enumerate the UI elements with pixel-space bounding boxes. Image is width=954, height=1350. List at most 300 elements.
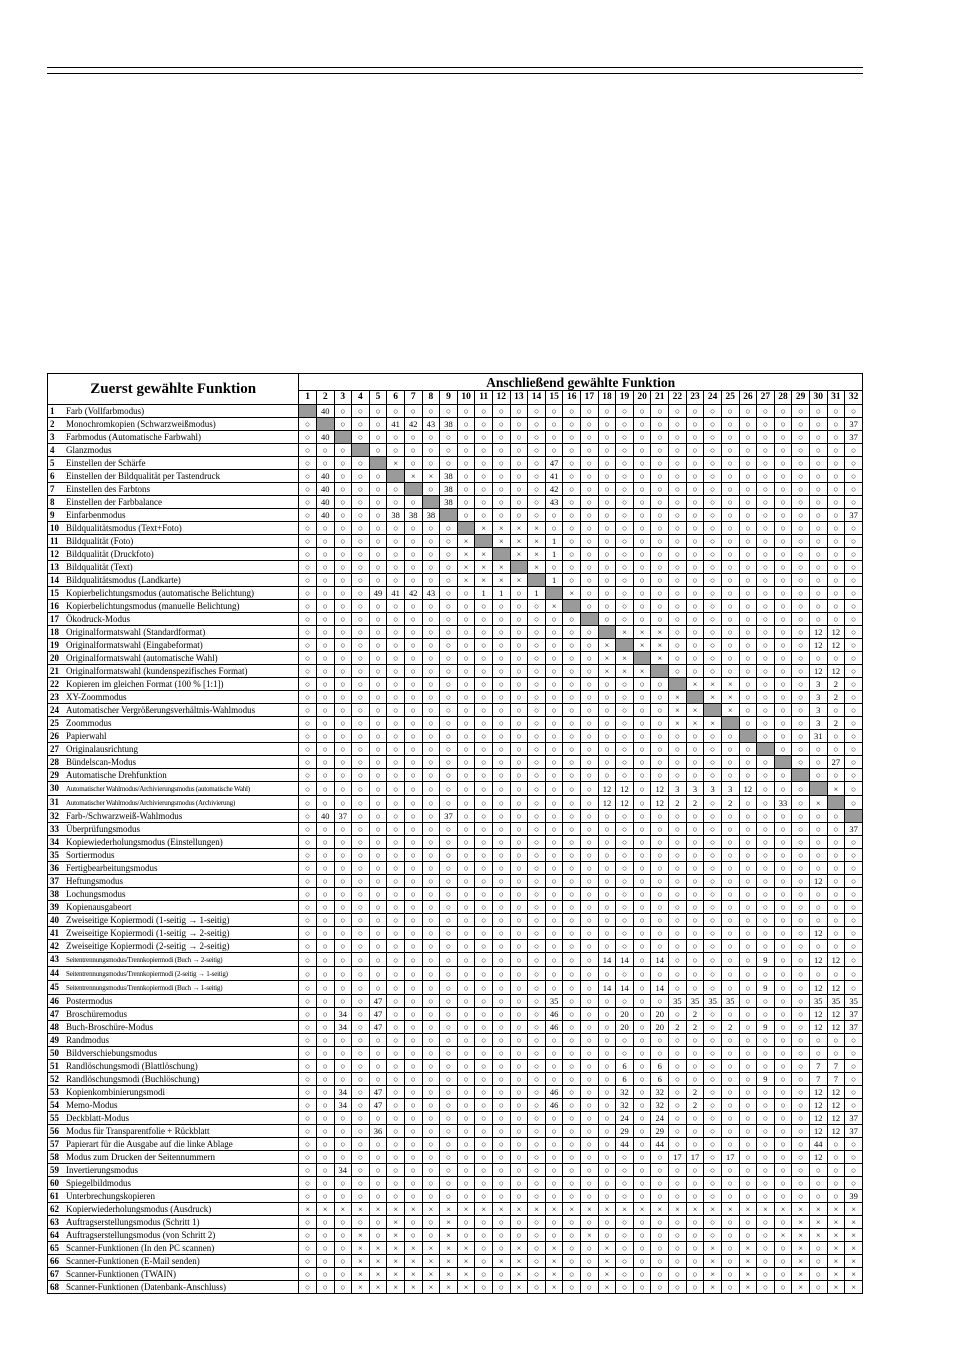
cell-compatible: ○ — [510, 1125, 528, 1138]
cell-compatible: ○ — [686, 1125, 704, 1138]
cell-compatible: ○ — [633, 561, 651, 574]
cell-compatible: ○ — [510, 457, 528, 470]
function-name: Invertierungsmodus — [66, 1165, 138, 1175]
table-row — [48, 995, 863, 1008]
cell-compatible: ○ — [334, 981, 352, 995]
cell-compatible: ○ — [686, 1268, 704, 1281]
cell-compatible: ○ — [633, 535, 651, 548]
cell-compatible: ○ — [774, 1268, 792, 1281]
row-label — [48, 967, 299, 981]
cell-compatible: ○ — [669, 1060, 687, 1073]
cell-compatible: ○ — [352, 823, 370, 836]
cell-incompatible: × — [404, 1255, 422, 1268]
cell-incompatible: × — [352, 1268, 370, 1281]
cell-compatible: ○ — [598, 875, 616, 888]
cell-compatible: ○ — [774, 1060, 792, 1073]
cell-compatible: ○ — [334, 652, 352, 665]
cell-compatible: ○ — [422, 522, 440, 535]
function-name: Bildqualitätsmodus (Landkarte) — [66, 575, 181, 585]
cell-compatible: ○ — [475, 1073, 493, 1086]
cell-compatible: ○ — [633, 1112, 651, 1125]
cell-compatible: ○ — [616, 1047, 634, 1060]
cell-incompatible: × — [845, 1229, 863, 1242]
cell-note-ref: 40 — [316, 483, 334, 496]
table-row — [48, 1099, 863, 1112]
row-number: 62 — [50, 1204, 59, 1214]
column-number: 6 — [387, 391, 405, 405]
cell-compatible: ○ — [651, 849, 669, 862]
cell-compatible: ○ — [581, 981, 599, 995]
cell-compatible: ○ — [616, 940, 634, 953]
cell-incompatible: × — [510, 1203, 528, 1216]
cell-compatible: ○ — [457, 836, 475, 849]
cell-incompatible: × — [598, 639, 616, 652]
cell-compatible: ○ — [369, 431, 387, 444]
cell-same-function — [739, 730, 757, 743]
cell-compatible: ○ — [510, 1021, 528, 1034]
cell-compatible: ○ — [651, 1190, 669, 1203]
column-number: 7 — [404, 391, 422, 405]
column-number: 24 — [704, 391, 722, 405]
cell-compatible: ○ — [387, 888, 405, 901]
cell-compatible: ○ — [633, 1151, 651, 1164]
cell-note-ref: 6 — [651, 1060, 669, 1073]
cell-compatible: ○ — [721, 1125, 739, 1138]
cell-compatible: ○ — [581, 548, 599, 561]
cell-compatible: ○ — [316, 769, 334, 782]
cell-compatible: ○ — [352, 691, 370, 704]
row-label — [48, 1060, 299, 1073]
cell-compatible: ○ — [598, 600, 616, 613]
cell-compatible: ○ — [352, 626, 370, 639]
cell-note-ref: 2 — [669, 796, 687, 810]
table-row — [48, 981, 863, 995]
function-name: Fertigbearbeitungsmodus — [66, 863, 158, 873]
cell-compatible: ○ — [633, 574, 651, 587]
cell-compatible: ○ — [669, 1177, 687, 1190]
cell-compatible: ○ — [774, 1021, 792, 1034]
cell-incompatible: × — [651, 652, 669, 665]
cell-compatible: ○ — [616, 509, 634, 522]
function-name: Einstellen der Farbbalance — [66, 497, 162, 507]
cell-compatible: ○ — [686, 914, 704, 927]
cell-compatible: ○ — [774, 496, 792, 509]
cell-compatible: ○ — [581, 849, 599, 862]
cell-same-function — [792, 769, 810, 782]
cell-compatible: ○ — [545, 522, 563, 535]
row-label — [48, 678, 299, 691]
cell-compatible: ○ — [299, 836, 317, 849]
cell-compatible: ○ — [739, 914, 757, 927]
cell-compatible: ○ — [792, 509, 810, 522]
cell-compatible: ○ — [475, 953, 493, 967]
cell-compatible: ○ — [581, 665, 599, 678]
column-number: 22 — [669, 391, 687, 405]
cell-same-function — [528, 574, 546, 587]
cell-incompatible: × — [686, 678, 704, 691]
cell-compatible: ○ — [387, 574, 405, 587]
cell-compatible: ○ — [581, 483, 599, 496]
cell-compatible: ○ — [845, 875, 863, 888]
cell-same-function — [404, 483, 422, 496]
cell-compatible: ○ — [457, 995, 475, 1008]
cell-compatible: ○ — [809, 888, 827, 901]
cell-compatible: ○ — [757, 888, 775, 901]
cell-compatible: ○ — [774, 470, 792, 483]
cell-compatible: ○ — [528, 849, 546, 862]
cell-compatible: ○ — [369, 796, 387, 810]
cell-compatible: ○ — [334, 1177, 352, 1190]
cell-compatible: ○ — [457, 927, 475, 940]
row-number: 47 — [50, 1009, 59, 1019]
cell-compatible: ○ — [387, 756, 405, 769]
cell-same-function — [845, 810, 863, 823]
cell-compatible: ○ — [845, 652, 863, 665]
cell-compatible: ○ — [352, 888, 370, 901]
cell-note-ref: 12 — [827, 626, 845, 639]
cell-compatible: ○ — [721, 1190, 739, 1203]
cell-compatible: ○ — [528, 1190, 546, 1203]
cell-compatible: ○ — [792, 1151, 810, 1164]
cell-compatible: ○ — [563, 1008, 581, 1021]
cell-compatible: ○ — [299, 496, 317, 509]
cell-compatible: ○ — [669, 613, 687, 626]
cell-compatible: ○ — [563, 981, 581, 995]
cell-compatible: ○ — [721, 730, 739, 743]
cell-compatible: ○ — [440, 756, 458, 769]
cell-compatible: ○ — [633, 457, 651, 470]
cell-compatible: ○ — [774, 1073, 792, 1086]
cell-incompatible: × — [827, 1268, 845, 1281]
cell-compatible: ○ — [475, 665, 493, 678]
cell-compatible: ○ — [845, 1151, 863, 1164]
cell-compatible: ○ — [669, 418, 687, 431]
cell-compatible: ○ — [475, 1034, 493, 1047]
cell-compatible: ○ — [686, 1216, 704, 1229]
cell-compatible: ○ — [440, 823, 458, 836]
cell-compatible: ○ — [757, 444, 775, 457]
cell-compatible: ○ — [651, 967, 669, 981]
cell-note-ref: 12 — [827, 1112, 845, 1125]
row-label — [48, 1164, 299, 1177]
cell-compatible: ○ — [633, 1268, 651, 1281]
cell-compatible: ○ — [704, 849, 722, 862]
cell-compatible: ○ — [669, 1138, 687, 1151]
cell-compatible: ○ — [757, 496, 775, 509]
row-number: 52 — [50, 1074, 59, 1084]
cell-compatible: ○ — [316, 888, 334, 901]
cell-compatible: ○ — [422, 1125, 440, 1138]
cell-note-ref: 38 — [422, 509, 440, 522]
cell-compatible: ○ — [669, 665, 687, 678]
cell-compatible: ○ — [704, 483, 722, 496]
cell-compatible: ○ — [492, 1229, 510, 1242]
cell-compatible: ○ — [404, 875, 422, 888]
cell-compatible: ○ — [616, 743, 634, 756]
cell-compatible: ○ — [739, 796, 757, 810]
cell-compatible: ○ — [669, 509, 687, 522]
cell-compatible: ○ — [404, 1216, 422, 1229]
cell-compatible: ○ — [757, 717, 775, 730]
cell-compatible: ○ — [704, 1125, 722, 1138]
cell-compatible: ○ — [422, 704, 440, 717]
cell-compatible: ○ — [475, 1099, 493, 1112]
cell-compatible: ○ — [827, 849, 845, 862]
cell-compatible: ○ — [299, 1112, 317, 1125]
cell-same-function — [492, 548, 510, 561]
cell-compatible: ○ — [598, 444, 616, 457]
cell-compatible: ○ — [721, 769, 739, 782]
cell-compatible: ○ — [440, 691, 458, 704]
row-label — [48, 652, 299, 665]
cell-compatible: ○ — [440, 849, 458, 862]
cell-compatible: ○ — [316, 862, 334, 875]
cell-compatible: ○ — [387, 782, 405, 796]
function-name: Kopierwiederholungsmodus (Ausdruck) — [66, 1204, 212, 1214]
cell-incompatible: × — [457, 535, 475, 548]
cell-compatible: ○ — [545, 1177, 563, 1190]
cell-compatible: ○ — [352, 953, 370, 967]
cell-compatible: ○ — [475, 613, 493, 626]
cell-compatible: ○ — [492, 1177, 510, 1190]
cell-compatible: ○ — [827, 509, 845, 522]
row-number: 25 — [50, 718, 59, 728]
cell-compatible: ○ — [757, 1268, 775, 1281]
cell-compatible: ○ — [299, 743, 317, 756]
cell-compatible: ○ — [387, 940, 405, 953]
cell-incompatible: × — [616, 652, 634, 665]
cell-compatible: ○ — [510, 678, 528, 691]
cell-compatible: ○ — [598, 1021, 616, 1034]
cell-note-ref: 37 — [845, 1112, 863, 1125]
cell-compatible: ○ — [492, 470, 510, 483]
cell-compatible: ○ — [827, 418, 845, 431]
cell-compatible: ○ — [563, 914, 581, 927]
cell-compatible: ○ — [334, 626, 352, 639]
cell-compatible: ○ — [774, 405, 792, 418]
table-row — [48, 405, 863, 418]
cell-compatible: ○ — [686, 862, 704, 875]
cell-compatible: ○ — [827, 483, 845, 496]
row-label — [48, 600, 299, 613]
cell-compatible: ○ — [387, 823, 405, 836]
cell-note-ref: 47 — [545, 457, 563, 470]
cell-compatible: ○ — [440, 626, 458, 639]
cell-compatible: ○ — [316, 1047, 334, 1060]
cell-compatible: ○ — [369, 561, 387, 574]
cell-compatible: ○ — [686, 1112, 704, 1125]
cell-compatible: ○ — [316, 914, 334, 927]
cell-compatible: ○ — [528, 836, 546, 849]
cell-compatible: ○ — [457, 1190, 475, 1203]
cell-compatible: ○ — [774, 1112, 792, 1125]
cell-compatible: ○ — [721, 1138, 739, 1151]
cell-note-ref: 41 — [387, 418, 405, 431]
cell-compatible: ○ — [721, 1034, 739, 1047]
cell-compatible: ○ — [633, 496, 651, 509]
cell-compatible: ○ — [598, 1073, 616, 1086]
cell-compatible: ○ — [792, 1099, 810, 1112]
row-label — [48, 849, 299, 862]
column-number: 27 — [757, 391, 775, 405]
cell-note-ref: 20 — [616, 1021, 634, 1034]
cell-compatible: ○ — [792, 457, 810, 470]
cell-compatible: ○ — [845, 574, 863, 587]
cell-compatible: ○ — [792, 862, 810, 875]
cell-compatible: ○ — [492, 613, 510, 626]
cell-compatible: ○ — [440, 678, 458, 691]
cell-compatible: ○ — [616, 418, 634, 431]
cell-compatible: ○ — [616, 1268, 634, 1281]
cell-compatible: ○ — [422, 535, 440, 548]
table-row — [48, 652, 863, 665]
cell-compatible: ○ — [616, 756, 634, 769]
function-name: Kopieren im gleichen Format (100 % [1:1]) — [66, 679, 224, 689]
row-label — [48, 1047, 299, 1060]
cell-compatible: ○ — [774, 704, 792, 717]
row-label — [48, 483, 299, 496]
cell-compatible: ○ — [827, 535, 845, 548]
cell-compatible: ○ — [334, 1047, 352, 1060]
cell-compatible: ○ — [792, 1190, 810, 1203]
cell-note-ref: 12 — [827, 1086, 845, 1099]
cell-compatible: ○ — [528, 1073, 546, 1086]
cell-compatible: ○ — [598, 769, 616, 782]
row-label — [48, 743, 299, 756]
cell-compatible: ○ — [827, 652, 845, 665]
cell-compatible: ○ — [352, 849, 370, 862]
row-label — [48, 782, 299, 796]
cell-compatible: ○ — [492, 1281, 510, 1294]
cell-compatible: ○ — [686, 457, 704, 470]
cell-compatible: ○ — [633, 1021, 651, 1034]
cell-compatible: ○ — [457, 1047, 475, 1060]
function-name: Originalausrichtung — [66, 744, 138, 754]
table-row — [48, 782, 863, 796]
cell-note-ref: 41 — [387, 587, 405, 600]
cell-compatible: ○ — [845, 1060, 863, 1073]
cell-compatible: ○ — [440, 782, 458, 796]
cell-compatible: ○ — [581, 561, 599, 574]
table-row — [48, 888, 863, 901]
cell-compatible: ○ — [510, 1164, 528, 1177]
cell-compatible: ○ — [809, 849, 827, 862]
cell-compatible: ○ — [774, 1177, 792, 1190]
cell-compatible: ○ — [827, 927, 845, 940]
cell-compatible: ○ — [651, 1216, 669, 1229]
cell-incompatible: × — [545, 1242, 563, 1255]
cell-compatible: ○ — [774, 730, 792, 743]
cell-compatible: ○ — [757, 995, 775, 1008]
cell-compatible: ○ — [457, 1060, 475, 1073]
cell-compatible: ○ — [669, 901, 687, 914]
cell-compatible: ○ — [475, 431, 493, 444]
cell-compatible: ○ — [387, 535, 405, 548]
cell-compatible: ○ — [739, 743, 757, 756]
cell-compatible: ○ — [545, 652, 563, 665]
cell-compatible: ○ — [739, 626, 757, 639]
table-row — [48, 1112, 863, 1125]
cell-incompatible: × — [352, 1242, 370, 1255]
cell-compatible: ○ — [845, 1073, 863, 1086]
cell-compatible: ○ — [633, 1216, 651, 1229]
cell-compatible: ○ — [510, 418, 528, 431]
cell-compatible: ○ — [563, 1073, 581, 1086]
cell-compatible: ○ — [633, 431, 651, 444]
cell-compatible: ○ — [334, 1242, 352, 1255]
cell-compatible: ○ — [809, 509, 827, 522]
cell-compatible: ○ — [299, 665, 317, 678]
cell-compatible: ○ — [563, 1021, 581, 1034]
cell-incompatible: × — [739, 1242, 757, 1255]
cell-compatible: ○ — [651, 405, 669, 418]
cell-compatible: ○ — [598, 823, 616, 836]
cell-compatible: ○ — [510, 810, 528, 823]
cell-compatible: ○ — [528, 1138, 546, 1151]
cell-incompatible: × — [510, 1281, 528, 1294]
table-row — [48, 574, 863, 587]
cell-compatible: ○ — [616, 405, 634, 418]
cell-compatible: ○ — [510, 1190, 528, 1203]
cell-compatible: ○ — [475, 1216, 493, 1229]
cell-compatible: ○ — [334, 1229, 352, 1242]
function-name: Deckblatt-Modus — [66, 1113, 129, 1123]
cell-compatible: ○ — [334, 613, 352, 626]
cell-note-ref: 12 — [809, 1021, 827, 1034]
cell-compatible: ○ — [704, 613, 722, 626]
cell-compatible: ○ — [352, 1060, 370, 1073]
cell-compatible: ○ — [422, 901, 440, 914]
cell-compatible: ○ — [492, 849, 510, 862]
cell-note-ref: 40 — [316, 470, 334, 483]
cell-incompatible: × — [827, 782, 845, 796]
cell-compatible: ○ — [369, 823, 387, 836]
row-number: 15 — [50, 588, 59, 598]
cell-incompatible: × — [616, 1203, 634, 1216]
cell-compatible: ○ — [651, 995, 669, 1008]
top-rule — [47, 67, 863, 68]
cell-compatible: ○ — [739, 1086, 757, 1099]
cell-compatible: ○ — [510, 405, 528, 418]
cell-compatible: ○ — [669, 561, 687, 574]
cell-compatible: ○ — [721, 418, 739, 431]
cell-compatible: ○ — [316, 1281, 334, 1294]
cell-compatible: ○ — [545, 1125, 563, 1138]
cell-compatible: ○ — [352, 613, 370, 626]
cell-compatible: ○ — [686, 561, 704, 574]
cell-compatible: ○ — [457, 1099, 475, 1112]
cell-compatible: ○ — [845, 836, 863, 849]
row-number: 19 — [50, 640, 59, 650]
cell-incompatible: × — [809, 1203, 827, 1216]
cell-compatible: ○ — [669, 600, 687, 613]
cell-compatible: ○ — [616, 587, 634, 600]
cell-compatible: ○ — [633, 981, 651, 995]
cell-compatible: ○ — [334, 1112, 352, 1125]
cell-compatible: ○ — [528, 509, 546, 522]
cell-compatible: ○ — [633, 901, 651, 914]
cell-compatible: ○ — [739, 1099, 757, 1112]
cell-note-ref: 47 — [369, 1021, 387, 1034]
cell-incompatible: × — [404, 1268, 422, 1281]
cell-compatible: ○ — [334, 769, 352, 782]
cell-compatible: ○ — [774, 691, 792, 704]
cell-note-ref: 9 — [757, 981, 775, 995]
cell-compatible: ○ — [704, 1099, 722, 1112]
cell-compatible: ○ — [387, 849, 405, 862]
cell-compatible: ○ — [598, 470, 616, 483]
cell-incompatible: × — [809, 1216, 827, 1229]
